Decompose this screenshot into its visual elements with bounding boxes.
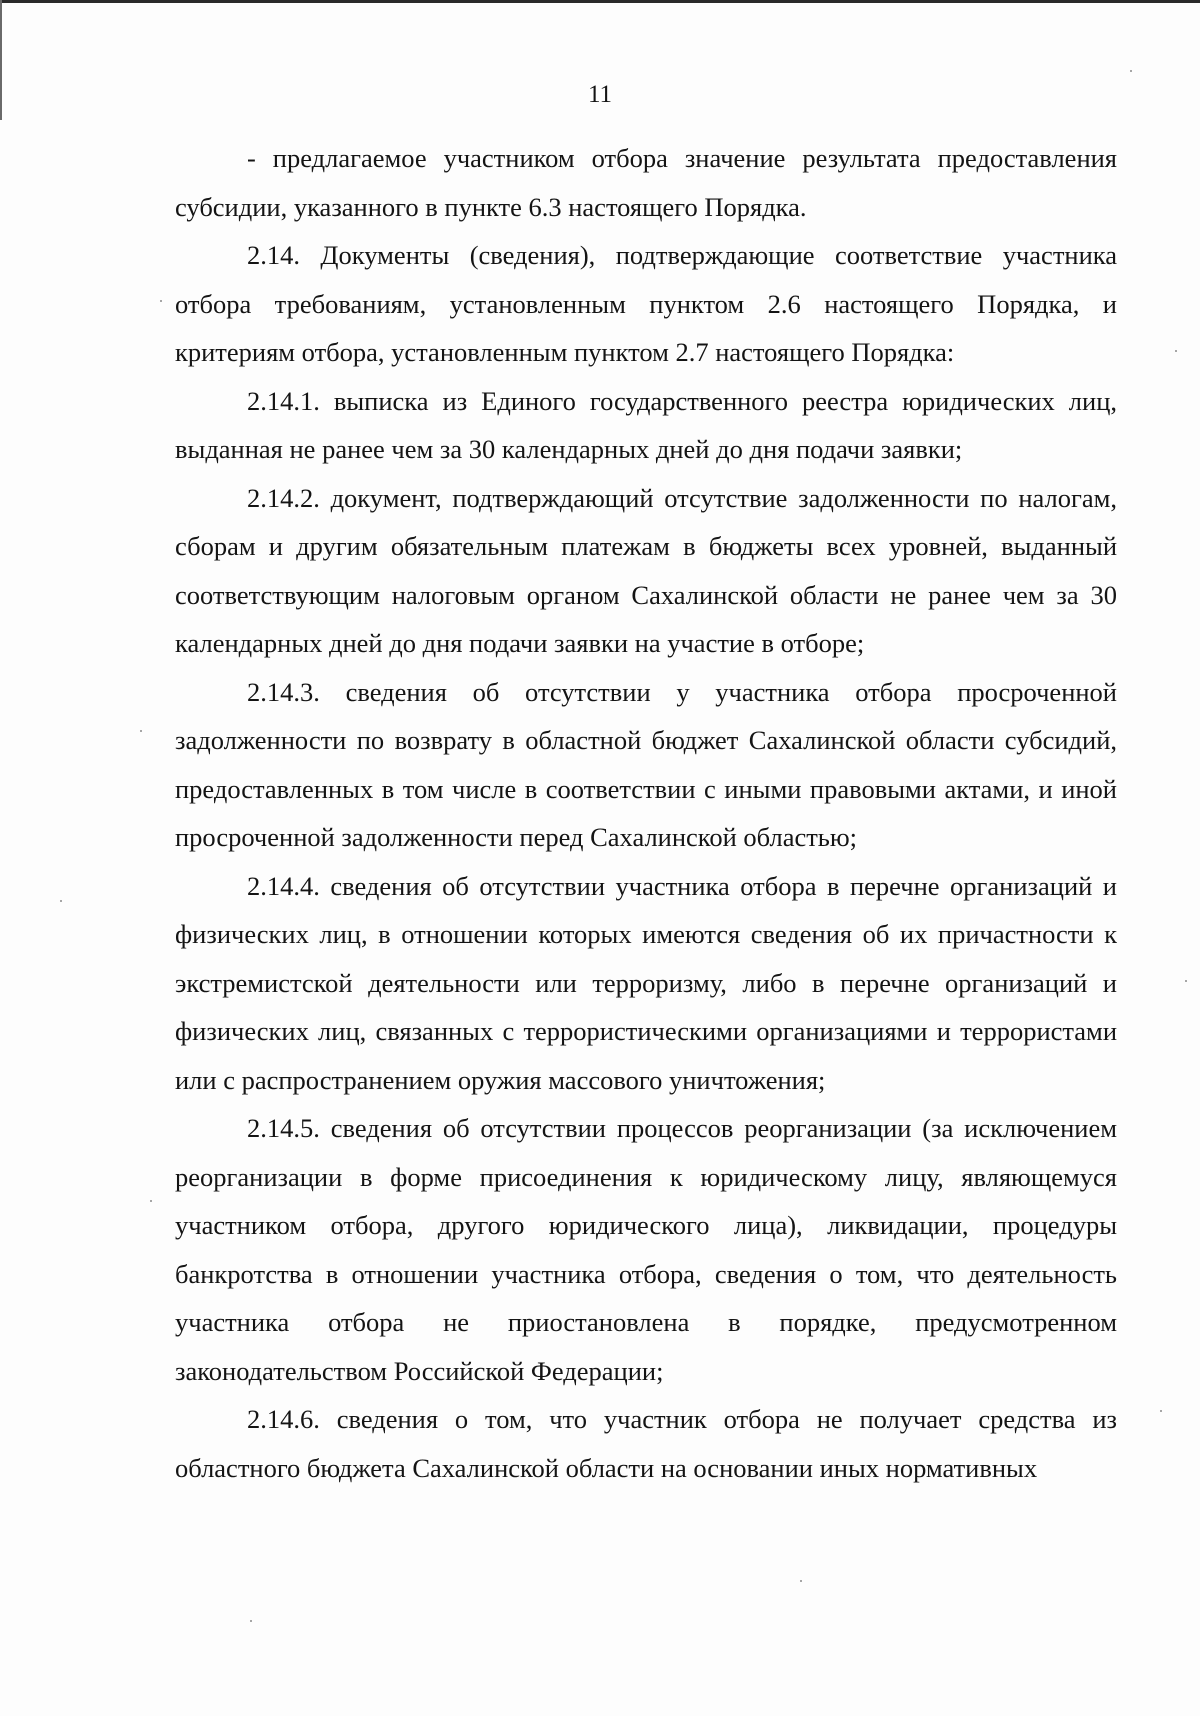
scan-speck	[1160, 1410, 1162, 1412]
scan-edge-top	[0, 0, 1200, 3]
paragraph-2-14-5: 2.14.5. сведения об отсутствии процессов реорганизации (за исключением реорганизации в форме присоединения к юридическому лицу, являющемуся участником отбора, другого юридического лица), ликвидации, процедуры банкротства в отношении участника отбора, сведения о том, что деятельность участника отбора не приостановлена в порядке, предусмотренном законодательством Российской Федерации;	[175, 1113, 1117, 1386]
scan-speck	[140, 730, 142, 732]
scan-speck	[150, 1200, 152, 1202]
document-body	[175, 134, 1117, 1492]
paragraph-2-14: 2.14. Документы (сведения), подтверждающие соответствие участника отбора требованиям, установленным пунктом 2.6 настоящего Порядка, и критериям отбора, установленным пунктом 2.7 настоящего Порядка:	[175, 240, 1117, 367]
paragraph-2-14-3: 2.14.3. сведения об отсутствии у участника отбора просроченной задолженности по возврату в областной бюджет Сахалинской области субсидий, предоставленных в том числе в соответствии с иными правовыми актами, и иной просроченной задолженности перед Сахалинской областью;	[175, 676, 1117, 852]
paragraph-2-14-2: 2.14.2. документ, подтверждающий отсутствие задолженности по налогам, сборам и другим обязательным платежам в бюджеты всех уровней, выданный соответствующим налоговым органом Сахалинской области не ранее чем за 30 календарных дней до дня подачи заявки на участие в отборе;	[175, 482, 1117, 658]
scan-speck	[1175, 350, 1177, 352]
scan-speck	[1185, 980, 1187, 982]
scan-speck	[160, 300, 162, 302]
scan-speck	[800, 1580, 802, 1582]
page-number: 11	[587, 81, 613, 108]
scan-speck	[60, 900, 62, 902]
paragraph-2-14-4: 2.14.4. сведения об отсутствии участника отбора в перечне организаций и физических лиц, в отношении которых имеются сведения об их причастности к экстремистской деятельности или терроризму, либо в перечне организаций и физических лиц, связанных с террористическими организациями и террористами или с распространением оружия массового уничтожения;	[175, 870, 1117, 1095]
paragraph-2-14-1: 2.14.1. выписка из Единого государственного реестра юридических лиц, выданная не ранее чем за 30 календарных дней до дня подачи заявки;	[175, 385, 1117, 464]
scan-speck	[250, 1620, 252, 1622]
scan-speck	[1130, 70, 1132, 72]
paragraph-result-value: - предлагаемое участником отбора значение результата предоставления субсидии, указанного в пункте 6.3 настоящего Порядка.	[175, 143, 1117, 222]
paragraph-2-14-6: 2.14.6. сведения о том, что участник отбора не получает средства из областного бюджета Сахалинской области на основании иных нормативных	[175, 1404, 1117, 1483]
